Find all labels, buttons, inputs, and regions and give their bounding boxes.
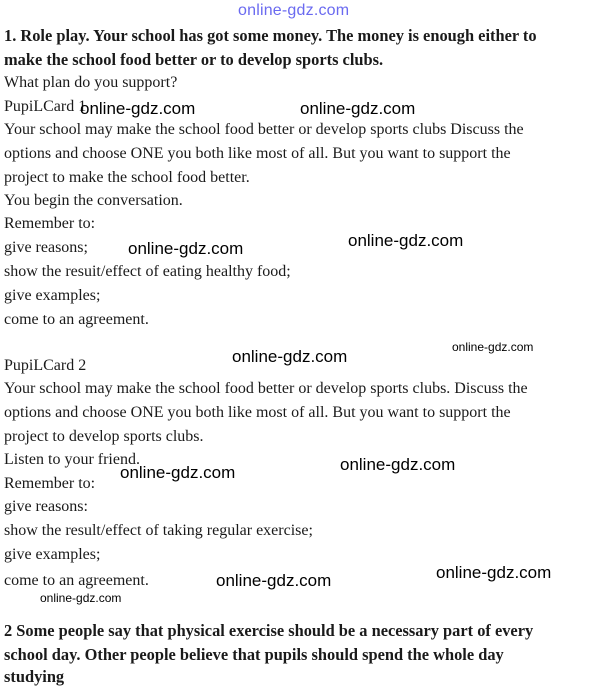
card2-text-line2: options and choose ONE you both like most of all. But you want to support the xyxy=(4,404,511,421)
watermark: online-gdz.com xyxy=(238,2,350,19)
card2-listen: Listen to your friend. xyxy=(4,451,140,468)
watermark: online-gdz.com xyxy=(348,231,464,250)
card1-begin: You begin the conversation. xyxy=(4,192,183,209)
card1-item-reasons: give reasons; xyxy=(4,239,88,256)
card1-title: PupiLCard 1 xyxy=(4,98,87,115)
card1-text-line1: Your school may make the school food better or develop sports clubs Discuss the xyxy=(4,121,524,138)
card2-item-examples: give examples; xyxy=(4,546,101,563)
card1-item-agreement: come to an agreement. xyxy=(4,311,149,328)
watermark: online-gdz.com xyxy=(340,455,456,474)
watermark: online-gdz.com xyxy=(300,99,416,118)
card1-text-line3: project to make the school food better. xyxy=(4,169,250,186)
task2-line2: school day. Other people believe that pupils should spend the whole day xyxy=(4,645,504,664)
card2-title: PupiLCard 2 xyxy=(4,357,87,374)
card2-item-effect: show the result/effect of taking regular exercise; xyxy=(4,522,313,539)
task2-line1: 2 Some people say that physical exercise should be a necessary part of every xyxy=(4,621,534,640)
watermark: online-gdz.com xyxy=(120,463,236,482)
card1-text-line2: options and choose ONE you both like most of all. But you want to support the xyxy=(4,145,511,162)
task1-heading-line1: 1. Role play. Your school has got some money. The money is enough either to xyxy=(4,26,537,45)
watermark: online-gdz.com xyxy=(436,563,552,582)
watermark: online-gdz.com xyxy=(232,347,348,366)
watermark: online-gdz.com xyxy=(80,99,196,118)
watermark: online-gdz.com xyxy=(128,239,244,258)
card2-remember: Remember to: xyxy=(4,475,96,492)
task2-line3: studying xyxy=(4,667,65,686)
card2-item-agreement: come to an agreement. xyxy=(4,572,149,589)
task1-heading-line2: make the school food better or to develop sports clubs. xyxy=(4,50,384,69)
card2-item-reasons: give reasons: xyxy=(4,498,88,515)
card2-text-line3: project to develop sports clubs. xyxy=(4,428,204,445)
watermark: online-gdz.com xyxy=(40,591,122,605)
task1-question: What plan do you support? xyxy=(4,74,178,91)
card1-item-effect: show the resuit/effect of eating healthy food; xyxy=(4,263,291,280)
card1-item-examples: give examples; xyxy=(4,287,101,304)
card1-remember: Remember to: xyxy=(4,215,96,232)
watermark: online-gdz.com xyxy=(452,340,534,354)
card2-text-line1: Your school may make the school food better or develop sports clubs. Discuss the xyxy=(4,380,528,397)
watermark: online-gdz.com xyxy=(216,571,332,590)
